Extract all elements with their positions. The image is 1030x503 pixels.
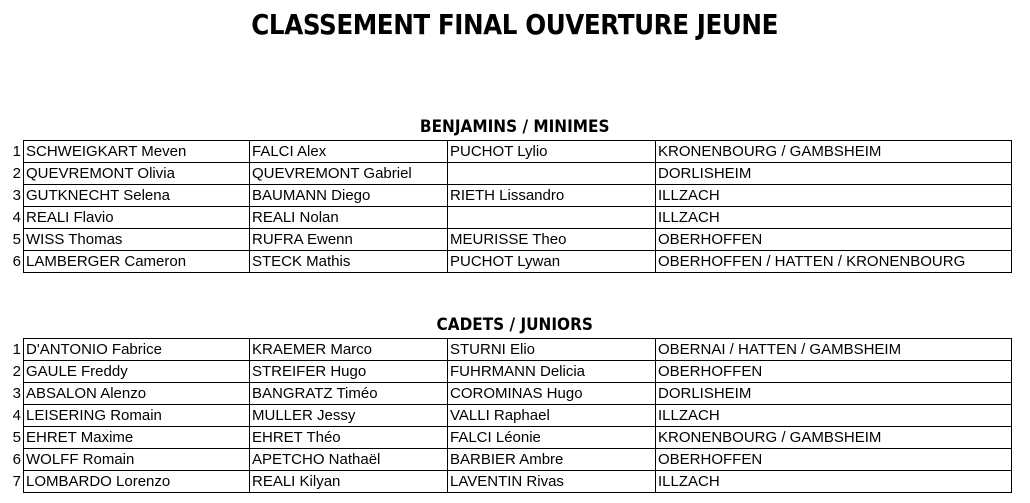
player-1-cell: WOLFF Romain [24,449,250,471]
player-2-cell: MULLER Jessy [250,405,448,427]
ranking-table-benjamins-minimes [11,140,1012,273]
club-cell: ILLZACH [656,471,1012,493]
player-2-cell: STREIFER Hugo [250,361,448,383]
club-cell: ILLZACH [656,207,1012,229]
player-1-cell: GAULE Freddy [24,361,250,383]
player-2-cell: BANGRATZ Timéo [250,383,448,405]
player-3-cell: MEURISSE Theo [448,229,656,251]
player-3-cell: PUCHOT Lylio [448,141,656,163]
table-row [11,251,1012,273]
table-row [11,449,1012,471]
table-row [11,339,1012,361]
player-3-cell: BARBIER Ambre [448,449,656,471]
club-cell: OBERHOFFEN [656,361,1012,383]
table-row [11,361,1012,383]
ranking-table-cadets-juniors [11,338,1012,493]
player-3-cell: FUHRMANN Delicia [448,361,656,383]
player-3-cell: FALCI Léonie [448,427,656,449]
player-2-cell: KRAEMER Marco [250,339,448,361]
player-3-cell: COROMINAS Hugo [448,383,656,405]
player-1-cell: WISS Thomas [24,229,250,251]
player-2-cell: RUFRA Ewenn [250,229,448,251]
table-row [11,383,1012,405]
player-2-cell: BAUMANN Diego [250,185,448,207]
player-1-cell: LAMBERGER Cameron [24,251,250,273]
rank-cell: 3 [12,384,21,402]
table-row [11,427,1012,449]
player-1-cell: REALI Flavio [24,207,250,229]
page-title: CLASSEMENT FINAL OUVERTURE JEUNE [251,8,778,41]
player-1-cell: EHRET Maxime [24,427,250,449]
table-row [11,405,1012,427]
player-1-cell: D'ANTONIO Fabrice [24,339,250,361]
player-3-cell [448,207,656,229]
rank-cell: 5 [12,428,21,446]
club-cell: KRONENBOURG / GAMBSHEIM [656,141,1012,163]
player-2-cell: REALI Kilyan [250,471,448,493]
player-2-cell: STECK Mathis [250,251,448,273]
rank-cell: 5 [12,230,21,248]
club-cell: ILLZACH [656,185,1012,207]
player-3-cell: PUCHOT Lywan [448,251,656,273]
player-3-cell [448,163,656,185]
club-cell: DORLISHEIM [656,383,1012,405]
player-1-cell: ABSALON Alenzo [24,383,250,405]
club-cell: KRONENBOURG / GAMBSHEIM [656,427,1012,449]
section-title-benjamins-minimes: BENJAMINS / MINIMES [419,117,610,137]
table-row [11,141,1012,163]
club-cell: DORLISHEIM [656,163,1012,185]
player-3-cell: STURNI Elio [448,339,656,361]
table-row [11,207,1012,229]
rank-cell: 2 [12,164,21,182]
club-cell: OBERHOFFEN / HATTEN / KRONENBOURG [656,251,1012,273]
club-cell: OBERHOFFEN [656,229,1012,251]
rank-cell: 1 [12,340,21,358]
player-2-cell: EHRET Théo [250,427,448,449]
table-row [11,163,1012,185]
table-row [11,229,1012,251]
player-3-cell: LAVENTIN Rivas [448,471,656,493]
player-2-cell: REALI Nolan [250,207,448,229]
player-1-cell: LOMBARDO Lorenzo [24,471,250,493]
player-3-cell: RIETH Lissandro [448,185,656,207]
player-1-cell: GUTKNECHT Selena [24,185,250,207]
table-row [11,185,1012,207]
rank-cell: 4 [12,406,21,424]
table-row [11,471,1012,493]
rank-cell: 6 [12,252,21,270]
player-3-cell: VALLI Raphael [448,405,656,427]
rank-cell: 7 [12,472,21,490]
club-cell: OBERHOFFEN [656,449,1012,471]
player-1-cell: QUEVREMONT Olivia [24,163,250,185]
club-cell: ILLZACH [656,405,1012,427]
player-1-cell: SCHWEIGKART Meven [24,141,250,163]
player-2-cell: QUEVREMONT Gabriel [250,163,448,185]
rank-cell: 4 [12,208,21,226]
rank-cell: 2 [12,362,21,380]
rank-cell: 6 [12,450,21,468]
rank-cell: 3 [12,186,21,204]
section-title-cadets-juniors: CADETS / JUNIORS [436,315,593,335]
club-cell: OBERNAI / HATTEN / GAMBSHEIM [656,339,1012,361]
player-2-cell: FALCI Alex [250,141,448,163]
player-1-cell: LEISERING Romain [24,405,250,427]
player-2-cell: APETCHO Nathaël [250,449,448,471]
rank-cell: 1 [12,142,21,160]
